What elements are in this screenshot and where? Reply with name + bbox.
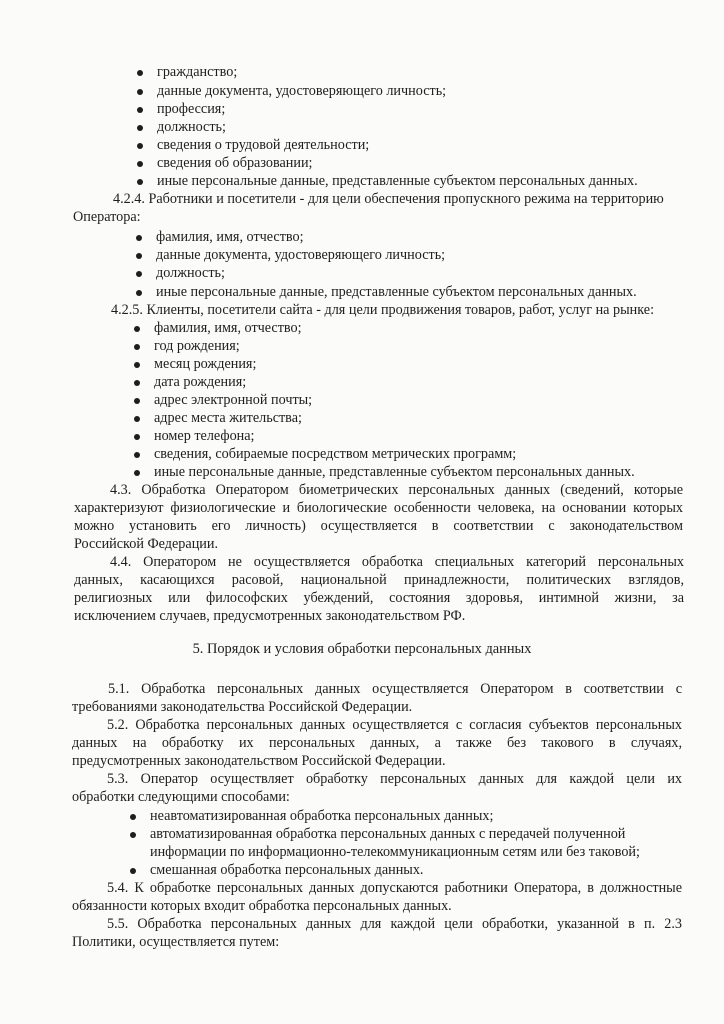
text-line: Политики, осуществляется путем: bbox=[72, 934, 280, 950]
list-item: гражданство; bbox=[157, 64, 238, 80]
list-item: адрес электронной почты; bbox=[154, 392, 313, 408]
list-item: неавтоматизированная обработка персональных данных; bbox=[150, 808, 494, 824]
list-item: должность; bbox=[157, 119, 226, 135]
list-item: сведения, собираемые посредством метрических программ; bbox=[154, 446, 517, 462]
text-line: Российской Федерации. bbox=[74, 536, 219, 552]
text-line: 4.3. Обработка Оператором биометрических персональных данных (сведений, которые bbox=[110, 482, 683, 498]
section-5-heading: 5. Порядок и условия обработки персональных данных bbox=[192, 641, 532, 657]
text-line: данных на обработку их персональных данных, а также без такового в случаях, bbox=[72, 735, 682, 751]
paragraph-4-2-5: 4.2.5. Клиенты, посетители сайта - для цели продвижения товаров, работ, услуг на рынке: bbox=[111, 302, 655, 318]
text-line: требованиями законодательства Российской Федерации. bbox=[72, 699, 413, 715]
list-item: фамилия, имя, отчество; bbox=[156, 229, 304, 245]
text-line: характеризуют физиологические и биологические особенности человека, на основании которых bbox=[74, 500, 683, 516]
list-item: смешанная обработка персональных данных. bbox=[150, 862, 424, 878]
list-item: адрес места жительства; bbox=[154, 410, 302, 426]
text-line: предусмотренных законодательством Российской Федерации. bbox=[72, 753, 446, 769]
list-item: номер телефона; bbox=[154, 428, 255, 444]
list-item: автоматизированная обработка персональных данных с передачей полученной bbox=[150, 826, 626, 842]
text-line: 5.2. Обработка персональных данных осуществляется с согласия субъектов персональных bbox=[107, 717, 682, 733]
list-item: иные персональные данные, представленные субъектом персональных данных. bbox=[156, 284, 637, 300]
list-item: иные персональные данные, представленные субъектом персональных данных. bbox=[157, 173, 638, 189]
text-line: обработки следующими способами: bbox=[72, 789, 290, 805]
text-line: обязанности которых входит обработка персональных данных. bbox=[72, 898, 452, 914]
list-item: данные документа, удостоверяющего личность; bbox=[157, 83, 447, 99]
list-item: сведения о трудовой деятельности; bbox=[157, 137, 370, 153]
list-item: данные документа, удостоверяющего личность; bbox=[156, 247, 446, 263]
text-line: исключением случаев, предусмотренных законодательством РФ. bbox=[74, 608, 466, 624]
list-item: фамилия, имя, отчество; bbox=[154, 320, 302, 336]
list-item: профессия; bbox=[157, 101, 226, 117]
list-item: иные персональные данные, представленные субъектом персональных данных. bbox=[154, 464, 635, 480]
list-item: дата рождения; bbox=[154, 374, 247, 390]
text-line: 5.3. Оператор осуществляет обработку персональных данных для каждой цели их bbox=[107, 771, 682, 787]
text-line: данных, касающихся расовой, национальной принадлежности, политических взглядов, bbox=[74, 572, 684, 588]
paragraph-4-2-4-line2: Оператора: bbox=[73, 209, 141, 225]
list-item: год рождения; bbox=[154, 338, 240, 354]
text-line: 5.4. К обработке персональных данных допускаются работники Оператора, в должностные bbox=[107, 880, 682, 896]
list-item: сведения об образовании; bbox=[157, 155, 313, 171]
list-item: должность; bbox=[156, 265, 225, 281]
list-item-continuation: информации по информационно-телекоммуникационным сетям или без таковой; bbox=[150, 844, 640, 860]
text-line: 4.4. Оператором не осуществляется обработка специальных категорий персональных bbox=[110, 554, 684, 570]
text-line: можно установить его личность) осуществляется в соответствии с законодательством bbox=[74, 518, 683, 534]
paragraph-4-2-4-line1: 4.2.4. Работники и посетители - для цели обеспечения пропускного режима на территорию bbox=[113, 191, 664, 207]
text-line: религиозных или философских убеждений, состояния здоровья, интимной жизни, за bbox=[74, 590, 684, 606]
text-line: 5.1. Обработка персональных данных осуществляется Оператором в соответствии с bbox=[108, 681, 682, 697]
text-line: 5.5. Обработка персональных данных для каждой цели обработки, указанной в п. 2.3 bbox=[107, 916, 682, 932]
list-item: месяц рождения; bbox=[154, 356, 257, 372]
